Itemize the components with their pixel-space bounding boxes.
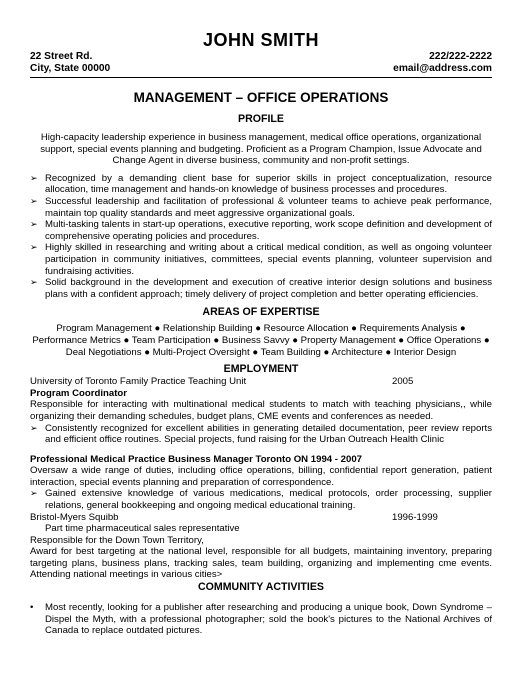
contact-row-2 bbox=[30, 63, 492, 75]
job-2-description: Oversaw a wide range of duties, including office operations, billing, confidential report generation, patient interaction, special events planning and preparation of correspondence. bbox=[30, 465, 492, 488]
expertise-heading: AREAS OF EXPERTISE bbox=[202, 306, 320, 319]
profile-bullet-list bbox=[30, 173, 492, 301]
job-1-bullet-list bbox=[30, 423, 492, 446]
email-address[interactable]: email@address.com bbox=[393, 63, 492, 74]
list-item: ➢ Consistently recognized for excellent abilities in generating detailed documentation, peer review reports and efficient office routines. Special projects, fund raising for the Urban Outreach Health Clinic bbox=[30, 422, 492, 446]
arrow-bullet-icon: ➢ bbox=[30, 195, 38, 206]
list-item: ➢ Multi-tasking talents in start-up operations, executive reporting, work scope definition and development of comprehensive operating policies and procedures. bbox=[30, 219, 492, 242]
resume-page bbox=[30, 0, 492, 637]
contact-row-1 bbox=[30, 51, 492, 63]
job-1-role: Program Coordinator bbox=[30, 387, 128, 399]
expertise-list: Program Management ● Relationship Building ● Resource Allocation ● Requirements Analysis ● Performance Metrics ● Team Participation ● Business Savvy ● Property Management ● Office Operations ● Deal Negotiations ● Multi-Project Oversight ● Team Building ● Architecture ● Interior Design bbox=[32, 323, 490, 359]
job-1-description: Responsible for interacting with multinational medical students to match with teaching physicians,, while organizing their demanding schedules, budget plans, CME events and conferences as needed. bbox=[30, 399, 492, 422]
job-3-role: Part time pharmaceutical sales representative bbox=[45, 523, 240, 535]
job-2-bullet-list bbox=[30, 488, 492, 511]
arrow-bullet-icon: ➢ bbox=[30, 277, 38, 288]
job-3-years: 1996-1999 bbox=[392, 511, 438, 523]
arrow-bullet-icon: ➢ bbox=[30, 422, 38, 433]
candidate-name: JOHN SMITH bbox=[202, 30, 319, 50]
job-1-organization: University of Toronto Family Practice Teaching Unit bbox=[30, 376, 247, 388]
list-item: ➢ Recognized by a demanding client base for superior skills in project conceptualization, resource allocation, time management and hands-on knowledge of business processes and procedures. bbox=[30, 172, 492, 196]
job-3-description: Award for best targeting at the national level, responsible for all budgets, maintaining inventory, preparing targeting plans, business plans, tracking sales, team building, organizing and implementing cme events. Attending national meetings in various cities> bbox=[30, 546, 492, 581]
job-3-organization: Bristol-Myers Squibb bbox=[30, 511, 119, 523]
job-1-year: 2005 bbox=[392, 376, 414, 388]
job-3-territory: Responsible for the Down Town Territory, bbox=[30, 534, 204, 546]
employment-heading: EMPLOYMENT bbox=[223, 363, 299, 376]
phone-number: 222/222-2222 bbox=[429, 51, 492, 62]
arrow-bullet-icon: ➢ bbox=[30, 219, 38, 230]
objective-heading: MANAGEMENT – OFFICE OPERATIONS bbox=[133, 90, 389, 105]
job-2-heading: Professional Medical Practice Business Manager Toronto ON 1994 - 2007 bbox=[30, 453, 362, 465]
list-item: ➢ Solid background in the development and execution of creative interior design solutions and business plans with a confident approach; timely delivery of project completion and better operating efficiencies. bbox=[30, 277, 492, 300]
arrow-bullet-icon: ➢ bbox=[30, 488, 38, 499]
list-item: ➢ Highly skilled in researching and writing about a critical medical condition, as well as ongoing volunteer participation in community initiatives, committees, special events planning, volunteer supervision and fundraising activities. bbox=[30, 242, 492, 277]
list-item: • Most recently, looking for a publisher after researching and producing a unique book, Down Syndrome – Dispel the Myth, with a professional photographer; sold the book's pictures to the National Archives of Canada to replace outdated pictures. bbox=[30, 602, 492, 637]
header-divider bbox=[30, 77, 492, 78]
dot-bullet-icon: • bbox=[30, 602, 34, 614]
address-line-1: 22 Street Rd. bbox=[30, 51, 93, 62]
profile-summary: High-capacity leadership experience in business management, medical office operations, organizational support, special events planning and budgeting. Proficient as a Program Champion, Issue Advocate and Change Agent in diverse business, community and non-profit settings. bbox=[40, 132, 482, 167]
list-item: ➢ Gained extensive knowledge of various medications, medical protocols, order processing, supplier relations, general bookkeeping and ongoing medical educational training. bbox=[30, 488, 492, 511]
profile-heading: PROFILE bbox=[238, 113, 284, 125]
community-bullet-list bbox=[30, 602, 492, 637]
job-1-header bbox=[30, 376, 492, 388]
address-line-2: City, State 00000 bbox=[30, 63, 111, 74]
arrow-bullet-icon: ➢ bbox=[30, 242, 38, 253]
job-3-header bbox=[30, 512, 492, 524]
arrow-bullet-icon: ➢ bbox=[30, 172, 38, 183]
community-heading: COMMUNITY ACTIVITIES bbox=[198, 581, 324, 594]
list-item: ➢ Successful leadership and facilitation of professional & volunteer teams to achieve peak performance, maintain top quality standards and meet aggressive organizational goals. bbox=[30, 195, 492, 219]
